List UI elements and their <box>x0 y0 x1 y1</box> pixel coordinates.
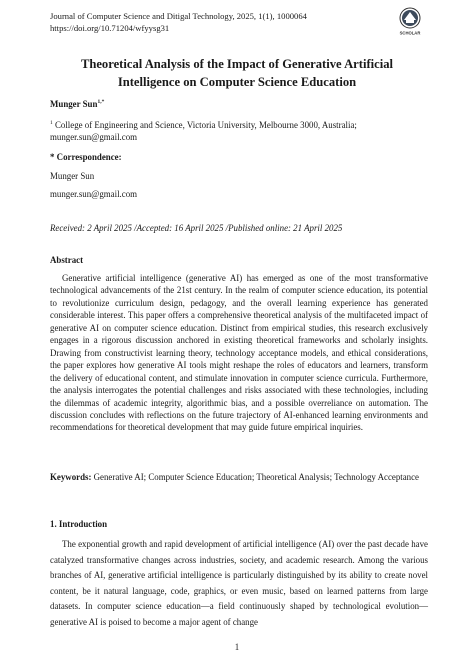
correspondence-email[interactable]: munger.sun@gmail.com <box>50 189 138 199</box>
title-line-1: Theoretical Analysis of the Impact of Generative Artificial <box>80 57 394 71</box>
keywords-label: Keywords: <box>50 472 92 482</box>
affiliation-text: College of Engineering and Science, Victoria University, Melbourne 3000, Australia; <box>54 120 357 130</box>
page-number: 1 <box>234 642 240 652</box>
logo-text: SCHOLAR <box>399 30 421 36</box>
abstract-heading: Abstract <box>50 255 84 265</box>
abstract-text: Generative artificial intelligence (generative AI) has emerged as one of the most transformative technological advancements of the 21st century. In the realm of computer science education, its potential to revolutionize curriculum design, pedagogy, and the overall learning experience has generated considerable interest. This paper offers a comprehensive theoretical analysis of the multifaceted impact of generative AI on computer science education. Distinct from empirical studies, this research exclusively engages in a rigorous discussion anchored in existing theoretical frameworks and scholarly insights. Drawing from constructivist learning theory, technology acceptance models, and ethical considerations, the paper explores how generative AI tools might reshape the roles of educators and learners, transform the delivery of educational content, and stimulate innovation in computer science curricula. Furthermore, the analysis interrogates the potential challenges and risks associated with these technologies, including the dilemmas of academic integrity, algorithmic bias, and a possible overreliance on automation. The discussion concludes with reflections on the future trajectory of AI-enhanced learning environments and recommendations for theoretical development that may guide future empirical inquiries. <box>50 273 428 433</box>
author-name: Munger Sun <box>50 99 98 109</box>
section-heading-introduction: 1. Introduction <box>50 519 108 529</box>
correspondence-name: Munger Sun <box>50 171 95 181</box>
affiliation-superscript: 1 <box>50 120 53 127</box>
keywords <box>50 471 428 483</box>
journal-header <box>50 11 307 34</box>
affiliation <box>50 119 428 143</box>
author-line <box>50 99 428 110</box>
paper-title <box>40 55 434 91</box>
publication-dates: Received: 2 April 2025 /Accepted: 16 April 2025 /Published online: 21 April 2025 <box>50 223 343 233</box>
correspondence-heading: * Correspondence: <box>50 152 122 162</box>
doi-link[interactable]: https://doi.org/10.71204/wfyysg31 <box>50 22 170 33</box>
affiliation-email[interactable]: munger.sun@gmail.com <box>50 132 138 142</box>
title-line-2: Intelligence on Computer Science Education <box>117 75 357 89</box>
publisher-logo <box>397 6 423 36</box>
keywords-text: Generative AI; Computer Science Education; Theoretical Analysis; Technology Acceptance <box>93 472 419 482</box>
introduction-text: The exponential growth and rapid development of artificial intelligence (AI) over the past decade have catalyzed transformative changes across industries, society, and academic research. Among the various branches of AI, generative artificial intelligence is particularly distinguished by its ability to create novel content, be it natural language, code, graphics, or even music, based on learned patterns from large datasets. In computer science education—a field continuously shaped by technological evolution—generative AI is poised to become a major agent of change <box>50 539 428 627</box>
author-superscript: 1,* <box>97 99 105 106</box>
journal-citation: Journal of Computer Science and Ditigal Technology, 2025, 1(1), 1000064 <box>50 11 307 21</box>
